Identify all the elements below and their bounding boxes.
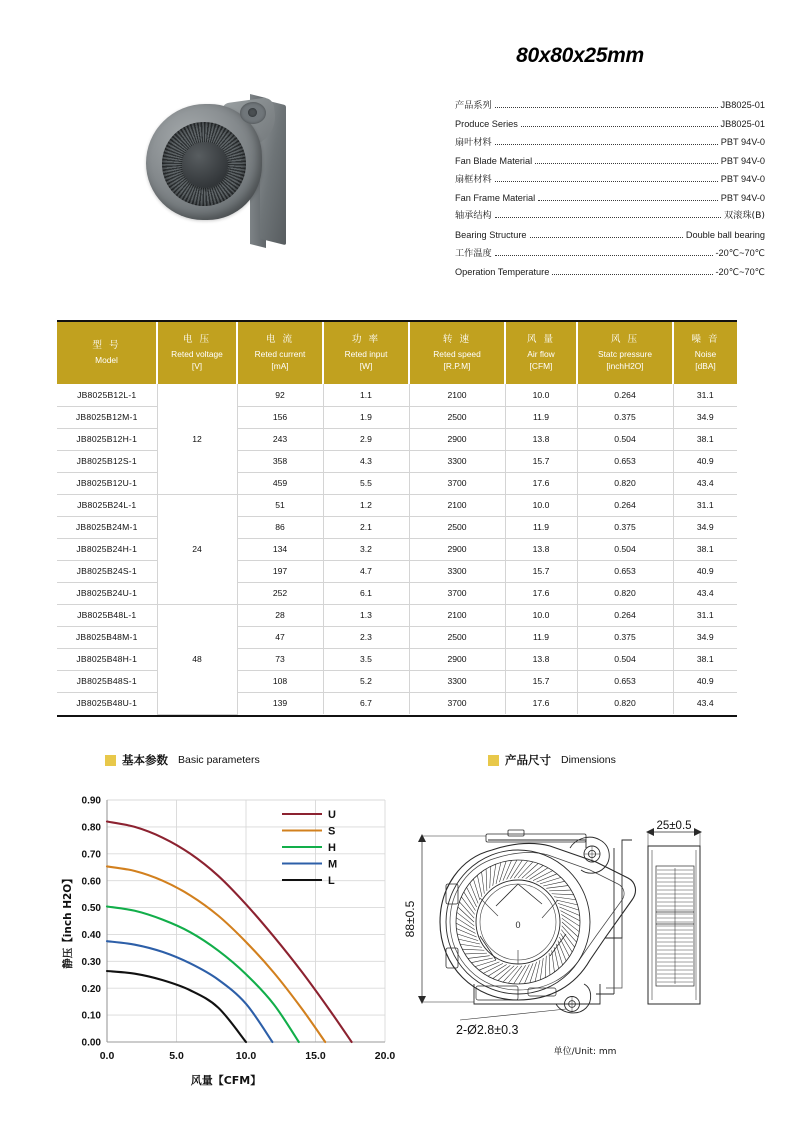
section-title-en: Dimensions [561, 754, 616, 766]
cell-noise: 31.1 [673, 494, 737, 516]
cell-noise: 31.1 [673, 604, 737, 626]
cell-speed: 2900 [409, 648, 505, 670]
cell-input-power: 6.1 [323, 582, 409, 604]
chart-legend-label-H: H [328, 842, 336, 854]
cell-model: JB8025B24M-1 [57, 516, 157, 538]
cell-noise: 34.9 [673, 516, 737, 538]
col-header-unit: [W] [359, 361, 373, 372]
spec-label: 扇叶材料 [455, 137, 492, 148]
specifications-table-wrapper [57, 320, 737, 717]
cell-input-power: 5.5 [323, 472, 409, 494]
cell-input-power: 2.3 [323, 626, 409, 648]
cell-model: JB8025B48L-1 [57, 604, 157, 626]
spec-row [455, 96, 765, 115]
cell-current: 86 [237, 516, 323, 538]
col-header-cn: 转 速 [442, 334, 472, 346]
spec-row [455, 115, 765, 134]
spec-label: 产品系列 [455, 100, 492, 111]
chart-legend-label-L: L [328, 875, 335, 887]
chart-ytick-label: 0.80 [81, 822, 101, 834]
cell-airflow: 13.8 [505, 538, 577, 560]
cell-static-pressure: 0.264 [577, 604, 673, 626]
spec-label: Fan Frame Material [455, 192, 536, 203]
col-header-input [323, 322, 409, 384]
table-row [57, 494, 737, 516]
spec-value: -20℃~70℃ [715, 266, 765, 277]
cell-input-power: 1.9 [323, 406, 409, 428]
cell-static-pressure: 0.820 [577, 692, 673, 714]
section-header-dimensions [488, 752, 616, 768]
col-header-en: Reted voltage [171, 349, 223, 360]
cell-airflow: 17.6 [505, 472, 577, 494]
chart-ytick-label: 0.50 [81, 903, 101, 915]
col-header-unit: [inchH2O] [606, 361, 644, 372]
spec-label: 工作温度 [455, 248, 492, 259]
cell-model: JB8025B12U-1 [57, 472, 157, 494]
spec-leader [530, 237, 683, 238]
pq-curve-svg [57, 788, 397, 1098]
cell-current: 108 [237, 670, 323, 692]
spec-leader [538, 200, 718, 201]
spec-value: PBT 94V-0 [720, 155, 765, 166]
chart-ytick-label: 0.30 [81, 956, 101, 968]
cell-input-power: 4.3 [323, 450, 409, 472]
cell-noise: 43.4 [673, 472, 737, 494]
cell-current: 28 [237, 604, 323, 626]
table-header-row [57, 322, 737, 384]
spec-row [455, 133, 765, 152]
col-header-airflow [505, 322, 577, 384]
spec-leader [495, 255, 713, 256]
chart-ytick-label: 0.90 [81, 795, 101, 807]
col-header-cn: 电 压 [182, 334, 212, 346]
col-header-en: Reted input [344, 349, 388, 360]
cell-airflow: 10.0 [505, 494, 577, 516]
spec-value: Double ball bearing [685, 229, 765, 240]
unit-note-text: 单位/Unit: mm [553, 1047, 617, 1057]
cell-model: JB8025B12L-1 [57, 384, 157, 406]
cell-static-pressure: 0.375 [577, 516, 673, 538]
cell-static-pressure: 0.264 [577, 384, 673, 406]
cell-model: JB8025B24L-1 [57, 494, 157, 516]
spec-value: -20℃~70℃ [715, 248, 765, 258]
chart-ytick-label: 0.70 [81, 849, 101, 861]
dimension-drawing-svg [400, 788, 770, 1088]
chart-series-M [107, 941, 272, 1042]
spec-value: PBT 94V-0 [720, 174, 765, 184]
photo-hub [182, 142, 228, 188]
cell-model: JB8025B12S-1 [57, 450, 157, 472]
col-header-cn: 噪 音 [691, 334, 720, 346]
table-bottom-rule [57, 715, 737, 717]
chart-ytick-label: 0.10 [81, 1010, 101, 1022]
cell-noise: 34.9 [673, 406, 737, 428]
col-header-noise [673, 322, 737, 384]
col-header-unit: [R.P.M] [443, 361, 471, 372]
cell-noise: 40.9 [673, 450, 737, 472]
cell-speed: 2100 [409, 494, 505, 516]
table-row [57, 384, 737, 406]
spec-row [455, 170, 765, 189]
cell-voltage: 12 [157, 384, 237, 494]
cell-airflow: 11.9 [505, 406, 577, 428]
cell-airflow: 11.9 [505, 516, 577, 538]
cell-input-power: 2.9 [323, 428, 409, 450]
performance-chart [57, 788, 397, 1098]
chart-legend-label-M: M [328, 858, 338, 871]
cell-input-power: 3.5 [323, 648, 409, 670]
chart-ytick-label: 0.20 [81, 983, 101, 995]
col-header-en: Noise [694, 349, 717, 360]
dimension-hole-label: 2-Ø2.8±0.3 [456, 1023, 519, 1037]
spec-leader [495, 107, 718, 108]
spec-value: PBT 94V-0 [720, 137, 765, 147]
cell-current: 92 [237, 384, 323, 406]
cell-current: 139 [237, 692, 323, 714]
chart-ytick-label: 0.60 [81, 876, 101, 888]
cell-airflow: 13.8 [505, 428, 577, 450]
cell-speed: 2100 [409, 604, 505, 626]
col-header-en: Statc pressure [598, 349, 652, 360]
cell-model: JB8025B24S-1 [57, 560, 157, 582]
cell-static-pressure: 0.264 [577, 494, 673, 516]
col-header-en: Model [95, 355, 118, 366]
section-marker-icon [488, 755, 499, 766]
cell-current: 134 [237, 538, 323, 560]
spec-label: Produce Series [455, 118, 518, 129]
spec-leader [495, 181, 718, 182]
cell-static-pressure: 0.504 [577, 538, 673, 560]
cell-input-power: 1.1 [323, 384, 409, 406]
cell-static-pressure: 0.653 [577, 670, 673, 692]
cell-model: JB8025B12H-1 [57, 428, 157, 450]
chart-series-U [107, 822, 352, 1042]
cell-current: 47 [237, 626, 323, 648]
cell-airflow: 15.7 [505, 560, 577, 582]
col-header-en: Reted current [254, 349, 306, 360]
cell-static-pressure: 0.375 [577, 626, 673, 648]
spec-label: Fan Blade Material [455, 155, 533, 166]
cell-noise: 40.9 [673, 560, 737, 582]
spec-leader [495, 217, 721, 218]
chart-ylabel: 静压【inch H2O】 [62, 873, 74, 969]
section-header-basic-parameters [105, 752, 260, 768]
cell-input-power: 2.1 [323, 516, 409, 538]
spec-row [455, 152, 765, 171]
cell-speed: 3300 [409, 560, 505, 582]
cell-static-pressure: 0.653 [577, 450, 673, 472]
page-title: 80x80x25mm [516, 44, 644, 67]
col-header-voltage [157, 322, 237, 384]
cell-static-pressure: 0.820 [577, 472, 673, 494]
spec-row [455, 226, 765, 245]
cell-input-power: 5.2 [323, 670, 409, 692]
dimension-height-label: 88±0.5 [403, 900, 417, 938]
col-header-pressure [577, 322, 673, 384]
cell-speed: 2100 [409, 384, 505, 406]
spec-label: 扇框材料 [455, 174, 492, 185]
cell-speed: 3700 [409, 472, 505, 494]
cell-input-power: 6.7 [323, 692, 409, 714]
cell-speed: 2900 [409, 428, 505, 450]
col-header-unit: [CFM] [529, 361, 553, 372]
spec-label: 轴承结构 [455, 210, 492, 221]
chart-ytick-label: 0.40 [81, 930, 101, 942]
cell-static-pressure: 0.653 [577, 560, 673, 582]
chart-series-S [107, 866, 325, 1042]
col-header-unit: [V] [191, 361, 203, 372]
cell-airflow: 15.7 [505, 450, 577, 472]
cell-noise: 34.9 [673, 626, 737, 648]
spec-row [455, 244, 765, 263]
spec-value: JB8025-01 [720, 118, 765, 129]
chart-xtick-label: 5.0 [169, 1050, 184, 1062]
cell-model: JB8025B48M-1 [57, 626, 157, 648]
cell-airflow: 15.7 [505, 670, 577, 692]
col-header-en: Air flow [527, 349, 555, 360]
cell-voltage: 24 [157, 494, 237, 604]
photo-mount-ear [240, 102, 266, 124]
cell-speed: 3700 [409, 692, 505, 714]
cell-static-pressure: 0.820 [577, 582, 673, 604]
section-title-cn: 产品尺寸 [505, 753, 551, 767]
spec-row [455, 207, 765, 226]
cell-input-power: 1.2 [323, 494, 409, 516]
section-marker-icon [105, 755, 116, 766]
cell-current: 358 [237, 450, 323, 472]
svg-text:0: 0 [515, 920, 521, 930]
cell-noise: 38.1 [673, 538, 737, 560]
cell-input-power: 3.2 [323, 538, 409, 560]
cell-current: 51 [237, 494, 323, 516]
spec-leader [521, 126, 718, 127]
spec-value: JB8025-01 [720, 100, 765, 110]
table-body [57, 384, 737, 714]
spec-leader [495, 144, 718, 145]
spec-leader [535, 163, 718, 164]
cell-static-pressure: 0.504 [577, 648, 673, 670]
cell-speed: 3300 [409, 670, 505, 692]
col-header-unit: [mA] [271, 361, 289, 372]
cell-airflow: 17.6 [505, 692, 577, 714]
cell-speed: 3700 [409, 582, 505, 604]
cell-voltage: 48 [157, 604, 237, 714]
col-header-cn: 风 量 [526, 334, 556, 346]
spec-value: PBT 94V-0 [720, 192, 765, 203]
product-photo [132, 88, 332, 268]
col-header-cn: 型 号 [92, 340, 121, 352]
specifications-table [57, 322, 737, 715]
cell-input-power: 1.3 [323, 604, 409, 626]
cell-noise: 43.4 [696, 698, 714, 709]
section-title-en: Basic parameters [178, 754, 260, 766]
cell-airflow: 17.6 [505, 582, 577, 604]
chart-legend-label-S: S [328, 825, 336, 838]
spec-label: Operation Temperature [455, 266, 550, 277]
cell-model: JB8025B48U-1 [57, 692, 157, 714]
header-section [0, 0, 794, 300]
spec-value: 双滚珠(B) [723, 210, 765, 221]
cell-noise: 38.1 [673, 428, 737, 450]
cell-model: JB8025B12M-1 [57, 406, 157, 428]
cell-airflow: 10.0 [505, 604, 577, 626]
col-header-cn: 风 压 [610, 334, 640, 346]
cell-noise: 40.9 [673, 670, 737, 692]
col-header-en: Reted speed [433, 349, 481, 360]
col-header-cn: 电 流 [265, 334, 295, 346]
section-title-cn: 基本参数 [122, 753, 168, 767]
chart-xtick-label: 15.0 [305, 1050, 326, 1062]
cell-speed: 2500 [409, 516, 505, 538]
cell-current: 459 [237, 472, 323, 494]
chart-xtick-label: 10.0 [235, 1050, 257, 1062]
cell-current: 156 [237, 406, 323, 428]
cell-noise: 31.1 [673, 384, 737, 406]
cell-speed: 2500 [409, 406, 505, 428]
cell-speed: 2500 [409, 626, 505, 648]
cell-current: 252 [237, 582, 323, 604]
cell-airflow: 10.0 [505, 384, 577, 406]
chart-xtick-label: 20.0 [374, 1050, 396, 1062]
col-header-unit: [dBA] [695, 361, 716, 372]
spec-leader [552, 274, 712, 275]
col-header-speed [409, 322, 505, 384]
cell-static-pressure: 0.375 [577, 406, 673, 428]
cell-noise: 38.1 [673, 648, 737, 670]
chart-ytick-label: 0.00 [81, 1037, 101, 1049]
cell-model: JB8025B24U-1 [57, 582, 157, 604]
cell-speed: 3300 [409, 450, 505, 472]
cell-input-power: 4.7 [323, 560, 409, 582]
cell-model: JB8025B48H-1 [57, 648, 157, 670]
table-row [57, 604, 737, 626]
chart-xlabel: 风量【CFM】 [190, 1074, 262, 1087]
cell-static-pressure: 0.504 [577, 428, 673, 450]
cell-airflow: 13.8 [505, 648, 577, 670]
cell-model: JB8025B48S-1 [57, 670, 157, 692]
chart-xtick-label: 0.0 [99, 1050, 115, 1062]
dimension-thickness-label: 25±0.5 [656, 820, 692, 832]
cell-current: 73 [237, 648, 323, 670]
spec-row [455, 263, 765, 282]
cell-noise: 43.4 [673, 582, 737, 604]
spec-label: Bearing Structure [455, 229, 527, 240]
spec-row [455, 189, 765, 208]
col-header-current [237, 322, 323, 384]
col-header-cn: 功 率 [351, 334, 381, 346]
cell-model: JB8025B24H-1 [57, 538, 157, 560]
col-header-model [57, 322, 157, 384]
cell-airflow: 11.9 [505, 626, 577, 648]
spec-list [455, 96, 765, 281]
cell-current: 243 [237, 428, 323, 450]
cell-current: 197 [237, 560, 323, 582]
chart-legend-label-U: U [328, 809, 336, 821]
unit-note [400, 1044, 770, 1057]
cell-speed: 2900 [409, 538, 505, 560]
